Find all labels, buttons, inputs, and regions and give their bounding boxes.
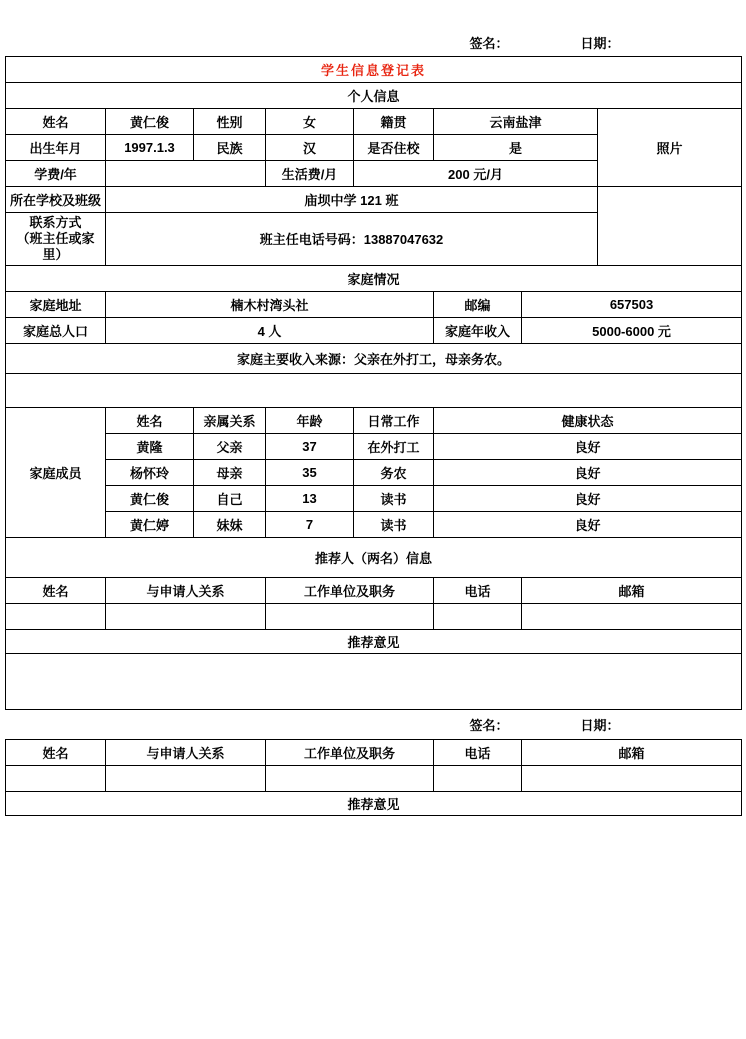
label-school-class: 所在学校及班级 xyxy=(6,186,106,212)
family-blank-area xyxy=(6,374,742,408)
member-relation: 妹妹 xyxy=(194,512,266,538)
member-relation: 父亲 xyxy=(194,434,266,460)
label-ethnic: 民族 xyxy=(194,134,266,160)
value-annual-income: 5000-6000 元 xyxy=(522,318,742,344)
recommender-name xyxy=(6,604,106,630)
family-population-row xyxy=(6,318,742,344)
value-school-class: 庙坝中学 121 班 xyxy=(106,186,598,212)
section-personal-info: 个人信息 xyxy=(6,82,742,108)
header-recommender-relation: 与申请人关系 xyxy=(106,578,266,604)
member-name: 黄仁婷 xyxy=(106,512,194,538)
header-recommender-email: 邮箱 xyxy=(522,740,742,766)
member-health: 良好 xyxy=(434,460,742,486)
header-member-work: 日常工作 xyxy=(354,408,434,434)
label-boarding: 是否住校 xyxy=(354,134,434,160)
member-age: 37 xyxy=(266,434,354,460)
photo-placeholder: 照片 xyxy=(598,108,742,186)
header-recommender-phone: 电话 xyxy=(434,578,522,604)
header-recommender-name: 姓名 xyxy=(6,740,106,766)
recommend-opinion-row-2 xyxy=(6,792,742,816)
value-contact: 班主任电话号码：13887047632 xyxy=(106,212,598,266)
member-age: 35 xyxy=(266,460,354,486)
label-contact xyxy=(6,212,106,266)
personal-row-4 xyxy=(6,186,742,212)
recommender-date-label: 日期： xyxy=(580,718,620,734)
label-tuition: 学费/年 xyxy=(6,160,106,186)
table-row xyxy=(6,460,742,486)
recommend-opinion-area xyxy=(6,654,742,710)
value-boarding: 是 xyxy=(434,134,598,160)
table-row xyxy=(6,434,742,460)
family-blank-row xyxy=(6,374,742,408)
label-contact-line1: 联系方式 xyxy=(29,214,82,230)
header-recommender-relation: 与申请人关系 xyxy=(106,740,266,766)
member-work: 读书 xyxy=(354,512,434,538)
family-members-header-row xyxy=(6,408,742,434)
value-living-cost: 200 元/月 xyxy=(354,160,598,186)
section-family-row xyxy=(6,266,742,292)
header-member-relation: 亲属关系 xyxy=(194,408,266,434)
table-row xyxy=(6,604,742,630)
value-family-population: 4 人 xyxy=(106,318,434,344)
recommender-signature-row xyxy=(6,710,742,740)
personal-row-1 xyxy=(6,108,742,134)
member-age: 13 xyxy=(266,486,354,512)
header-date-label: 日期： xyxy=(580,36,620,52)
recommender-unit xyxy=(266,766,434,792)
header-recommender-unit: 工作单位及职务 xyxy=(266,578,434,604)
table-row xyxy=(6,766,742,792)
header-recommender-phone: 电话 xyxy=(434,740,522,766)
value-tuition xyxy=(106,160,266,186)
member-health: 良好 xyxy=(434,434,742,460)
member-relation: 自己 xyxy=(194,486,266,512)
label-contact-line2: （班主任或家里） xyxy=(16,230,95,262)
recommender-signature-cell xyxy=(6,710,742,740)
label-living-cost: 生活费/月 xyxy=(266,160,354,186)
label-name: 姓名 xyxy=(6,108,106,134)
header-signature-cell xyxy=(6,30,742,56)
member-work: 在外打工 xyxy=(354,434,434,460)
header-recommender-unit: 工作单位及职务 xyxy=(266,740,434,766)
section-family-info: 家庭情况 xyxy=(6,266,742,292)
member-work: 务农 xyxy=(354,460,434,486)
recommender-header-row-2 xyxy=(6,740,742,766)
header-member-age: 年龄 xyxy=(266,408,354,434)
value-postcode: 657503 xyxy=(522,292,742,318)
recommender-relation xyxy=(106,604,266,630)
student-registration-form xyxy=(5,30,742,816)
member-health: 良好 xyxy=(434,512,742,538)
member-work: 读书 xyxy=(354,486,434,512)
value-family-address: 楠木村湾头社 xyxy=(106,292,434,318)
title-row xyxy=(6,56,742,82)
member-age: 7 xyxy=(266,512,354,538)
table-row xyxy=(6,486,742,512)
recommender-phone xyxy=(434,604,522,630)
label-gender: 性别 xyxy=(194,108,266,134)
label-annual-income: 家庭年收入 xyxy=(434,318,522,344)
member-name: 黄隆 xyxy=(106,434,194,460)
recommend-opinion-label: 推荐意见 xyxy=(6,792,742,816)
header-member-health: 健康状态 xyxy=(434,408,742,434)
label-origin: 籍贯 xyxy=(354,108,434,134)
recommender-email xyxy=(522,604,742,630)
member-name: 黄仁俊 xyxy=(106,486,194,512)
section-personal-row xyxy=(6,82,742,108)
family-income-source: 家庭主要收入来源：父亲在外打工，母亲务农。 xyxy=(6,344,742,374)
section-recommenders-row xyxy=(6,538,742,578)
recommend-opinion-area-1 xyxy=(6,654,742,710)
recommend-opinion-label: 推荐意见 xyxy=(6,630,742,654)
recommender-unit xyxy=(266,604,434,630)
value-ethnic: 汉 xyxy=(266,134,354,160)
label-family-members: 家庭成员 xyxy=(6,408,106,538)
value-origin: 云南盐津 xyxy=(434,108,598,134)
label-postcode: 邮编 xyxy=(434,292,522,318)
recommender-name xyxy=(6,766,106,792)
header-signature-row xyxy=(6,30,742,56)
label-family-address: 家庭地址 xyxy=(6,292,106,318)
recommender-header-row-1 xyxy=(6,578,742,604)
header-member-name: 姓名 xyxy=(106,408,194,434)
family-address-row xyxy=(6,292,742,318)
family-income-source-row xyxy=(6,344,742,374)
table-row xyxy=(6,512,742,538)
section-recommenders: 推荐人（两名）信息 xyxy=(6,538,742,578)
header-recommender-email: 邮箱 xyxy=(522,578,742,604)
recommend-opinion-row-1 xyxy=(6,630,742,654)
recommender-phone xyxy=(434,766,522,792)
photo-placeholder-continued xyxy=(598,186,742,266)
recommender-relation xyxy=(106,766,266,792)
header-signature-label: 签名： xyxy=(469,36,509,52)
header-recommender-name: 姓名 xyxy=(6,578,106,604)
page-title: 学生信息登记表 xyxy=(6,56,742,82)
recommender-email xyxy=(522,766,742,792)
value-name: 黄仁俊 xyxy=(106,108,194,134)
recommender-signature-label: 签名： xyxy=(469,718,509,734)
member-health: 良好 xyxy=(434,486,742,512)
label-family-population: 家庭总人口 xyxy=(6,318,106,344)
label-birth: 出生年月 xyxy=(6,134,106,160)
member-name: 杨怀玲 xyxy=(106,460,194,486)
value-birth: 1997.1.3 xyxy=(106,134,194,160)
value-gender: 女 xyxy=(266,108,354,134)
member-relation: 母亲 xyxy=(194,460,266,486)
